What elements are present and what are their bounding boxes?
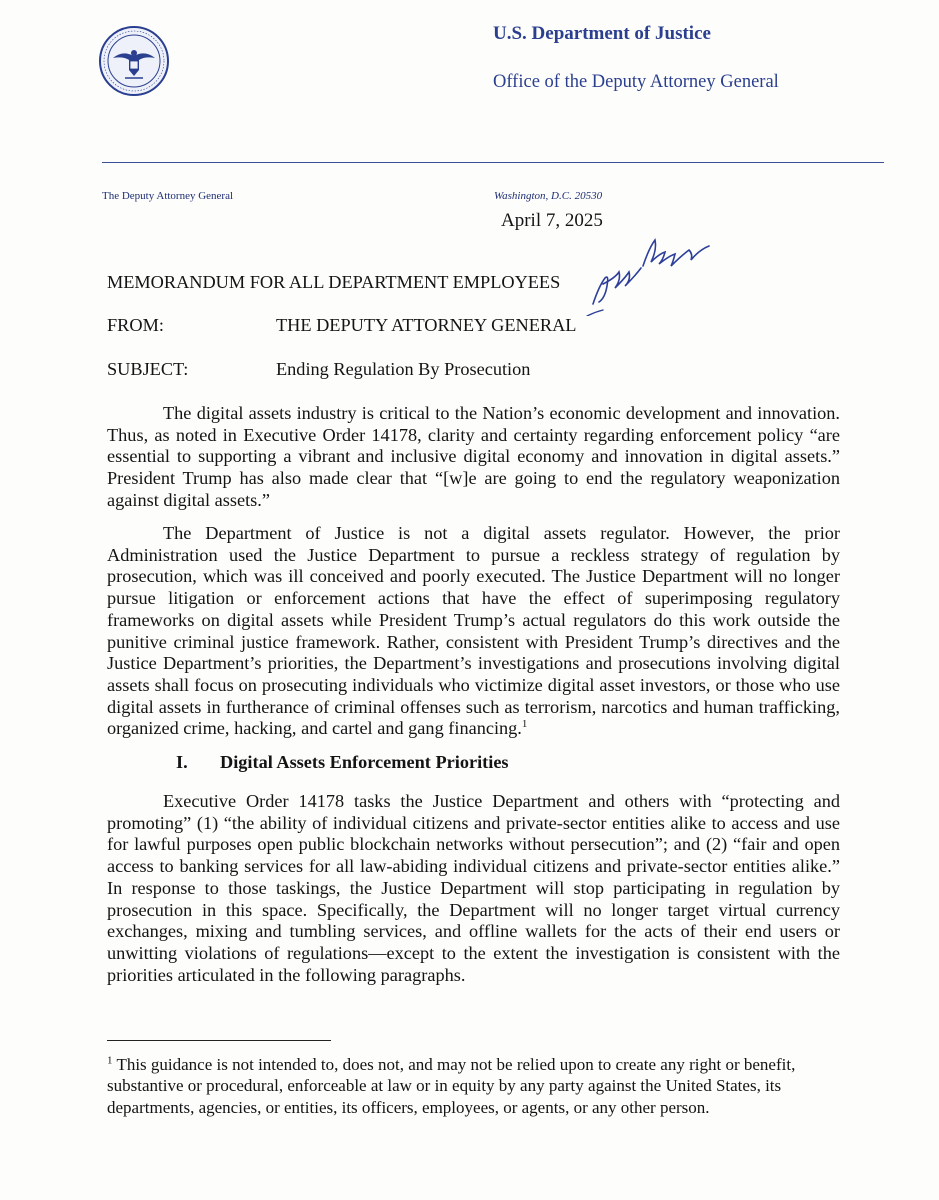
footnote-divider [107, 1040, 331, 1041]
from-value: THE DEPUTY ATTORNEY GENERAL [276, 315, 577, 335]
sender-location: Washington, D.C. 20530 [494, 190, 603, 202]
memo-date: April 7, 2025 [501, 210, 603, 231]
section-title: Digital Assets Enforcement Priorities [220, 752, 509, 772]
footnote-reference: 1 [521, 718, 528, 731]
body-paragraph-1: The digital assets industry is critical to the Nation’s economic development and innovation. Thus, as noted in Executive Order 14178, clarity and certainty regarding enforcement policy “are essential to supporting a vibrant and inclusive digital economy and innovation in digital assets.” President Trump has also made clear that “[w]e are going to end the regulatory weaponization against digital assets.” [107, 403, 840, 510]
handwritten-signature-icon [585, 226, 715, 316]
body-paragraph-2 [107, 523, 840, 740]
agency-name: U.S. Department of Justice [493, 23, 711, 44]
office-name: Office of the Deputy Attorney General [493, 72, 779, 92]
footnote-marker: 1 [107, 1054, 113, 1067]
subject-value: Ending Regulation By Prosecution [276, 359, 531, 379]
header-divider [102, 162, 884, 163]
from-label: FROM: [107, 315, 164, 335]
body-paragraph-3: Executive Order 14178 tasks the Justice Department and others with “protecting and promoting” (1) “the ability of individual citizens and private-sector entities alike to access and use for lawful purposes open public blockchain networks without persecution”; and (2) “fair and open access to banking services for all law-abiding individual citizens and private-sector entities alike.” In response to those taskings, the Justice Department will stop participating in regulation by prosecution in this space. Specifically, the Department will no longer target virtual currency exchanges, mixing and tumbling services, and offline wallets for the acts of their end users or unwitting violations of regulations—except to the extent the investigation is consistent with the priorities articulated in the following paragraphs. [107, 791, 840, 985]
body-paragraph-2-text: The Department of Justice is not a digital assets regulator. However, the prior Administration used the Justice Department to pursue a reckless strategy of regulation by prosecution, which was ill conceived and poorly executed. The Justice Department will no longer pursue litigation or enforcement actions that have the effect of superimposing regulatory frameworks on digital assets while President Trump’s actual regulators do this work outside the punitive criminal justice framework. Rather, consistent with President Trump’s directives and the Justice Department’s priorities, the Department’s investigations and prosecutions involving digital assets shall focus on prosecuting individuals who victimize digital asset investors, or those who use digital assets in furtherance of criminal offenses such as terrorism, narcotics and human trafficking, organized crime, hacking, and cartel and gang financing. [107, 523, 840, 739]
subject-label: SUBJECT: [107, 359, 189, 379]
memo-recipients: MEMORANDUM FOR ALL DEPARTMENT EMPLOYEES [107, 272, 561, 292]
sender-title: The Deputy Attorney General [102, 190, 234, 202]
footnote [107, 1054, 847, 1118]
footnote-text: This guidance is not intended to, does not, and may not be relied upon to create any right or benefit, substantive or procedural, enforceable at law or in equity by any party against the United States, its departments, agencies, or entities, its officers, employees, or agents, or any other person. [107, 1055, 796, 1117]
section-heading [176, 752, 509, 773]
section-number: I. [176, 752, 188, 772]
doj-seal-icon [99, 26, 169, 96]
